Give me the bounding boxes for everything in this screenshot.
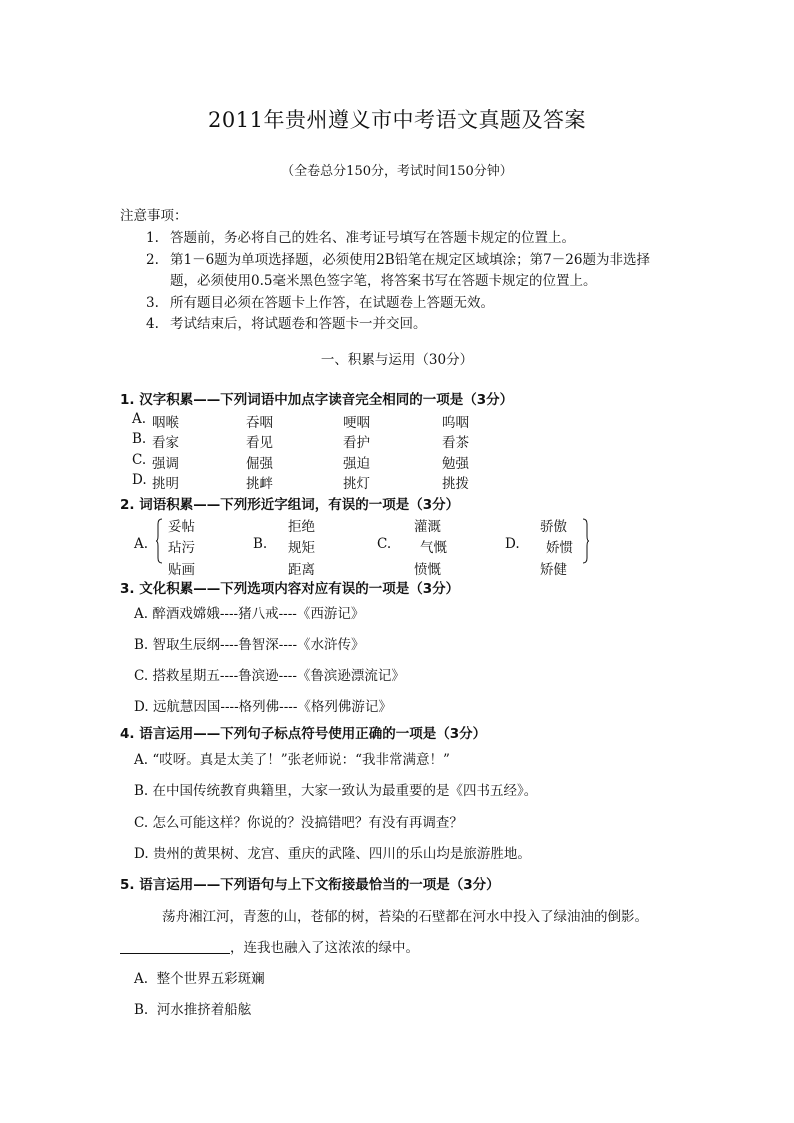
option-text: 醉酒戏嫦娥----猪八戒----《西游记》 bbox=[152, 606, 365, 622]
option-label: B. bbox=[253, 536, 268, 552]
notice-number: 3. bbox=[146, 295, 159, 311]
option-word: 灌溉 bbox=[414, 519, 441, 535]
option-label: A. bbox=[134, 606, 149, 622]
answer-option bbox=[134, 664, 405, 684]
option-label: B. bbox=[134, 637, 149, 653]
question-stem: 2. 词语积累——下列形近字组词，有误的一项是（3分） bbox=[120, 497, 460, 513]
section-heading: 一、积累与运用（30分） bbox=[320, 352, 474, 368]
notice-number: 2. bbox=[146, 252, 159, 268]
page-title: 2011年贵州遵义市中考语文真题及答案 bbox=[208, 108, 586, 132]
option-word: 咽喉 bbox=[152, 415, 179, 431]
option-word: 哽咽 bbox=[343, 415, 370, 431]
option-word: 看茶 bbox=[442, 435, 469, 451]
answer-option bbox=[134, 779, 537, 799]
answer-option bbox=[134, 633, 365, 653]
option-word: 气慨 bbox=[420, 540, 447, 556]
option-text: 在中国传统教育典籍里，大家一致认为最重要的是《四书五经》。 bbox=[152, 783, 538, 799]
option-label: D. bbox=[134, 699, 149, 715]
option-label: C. bbox=[132, 452, 147, 468]
notice-item bbox=[146, 291, 494, 311]
option-word: 勉强 bbox=[442, 456, 469, 472]
answer-blank bbox=[120, 938, 230, 954]
answer-option bbox=[134, 695, 392, 715]
option-label: C. bbox=[377, 536, 392, 552]
option-word: 挑明 bbox=[152, 476, 179, 492]
answer-option bbox=[134, 748, 450, 768]
notice-number: 4. bbox=[146, 316, 159, 332]
notice-text-continued: 题，必须使用0.5毫米黑色签字笔，将答案书写在答题卡规定的位置上。 bbox=[170, 273, 597, 289]
passage-continuation: ，连我也融入了这浓浓的绿中。 bbox=[230, 940, 419, 956]
option-label: D. bbox=[132, 472, 147, 488]
notice-item bbox=[146, 226, 575, 246]
option-text: 贵州的黄果树、龙宫、重庆的武隆、四川的乐山均是旅游胜地。 bbox=[152, 846, 531, 862]
option-word: 看护 bbox=[343, 435, 370, 451]
option-word: 规矩 bbox=[288, 540, 315, 556]
answer-option bbox=[134, 811, 463, 831]
left-brace-icon bbox=[156, 518, 163, 564]
answer-option bbox=[134, 967, 265, 987]
option-text: 怎么可能这样？你说的？没搞错吧？有没有再调查？ bbox=[152, 815, 463, 831]
notice-text: 考试结束后，将试题卷和答题卡一并交回。 bbox=[170, 316, 427, 332]
page-subtitle: （全卷总分150分，考试时间150分钟） bbox=[281, 164, 513, 179]
option-word: 愤慨 bbox=[414, 562, 441, 578]
option-label: B. bbox=[132, 431, 147, 447]
question-stem: 3. 文化积累——下列选项内容对应有误的一项是（3分） bbox=[120, 581, 460, 597]
notice-item bbox=[146, 248, 650, 268]
option-label: B. bbox=[134, 783, 149, 799]
option-text: 远航慧因国----格列佛----《格列佛游记》 bbox=[152, 699, 392, 715]
option-word: 挑拨 bbox=[442, 476, 469, 492]
option-word: 挑衅 bbox=[246, 476, 273, 492]
option-word: 贴画 bbox=[168, 562, 195, 578]
question-stem: 1. 汉字积累——下列词语中加点字读音完全相同的一项是（3分） bbox=[120, 392, 514, 408]
option-word: 娇惯 bbox=[546, 540, 573, 556]
option-word: 骄傲 bbox=[540, 519, 567, 535]
question-stem: 4. 语言运用——下列句子标点符号使用正确的一项是（3分） bbox=[120, 726, 487, 742]
option-word: 吞咽 bbox=[246, 415, 273, 431]
answer-option bbox=[134, 842, 531, 862]
notice-number: 1. bbox=[146, 230, 159, 246]
option-word: 距离 bbox=[288, 562, 315, 578]
question-stem: 5. 语言运用——下列语句与上下文衔接最恰当的一项是（3分） bbox=[120, 877, 500, 893]
notice-text: 答题前，务必将自己的姓名、准考证号填写在答题卡规定的位置上。 bbox=[170, 230, 575, 246]
option-text: 整个世界五彩斑斓 bbox=[156, 971, 265, 987]
passage-text: 荡舟湘江河，青葱的山，苍郁的树，苔染的石壁都在河水中投入了绿油油的倒影。 bbox=[162, 909, 648, 925]
notice-text: 所有题目必须在答题卡上作答，在试题卷上答题无效。 bbox=[170, 295, 494, 311]
option-word: 倔强 bbox=[246, 456, 273, 472]
option-label: D. bbox=[134, 846, 149, 862]
answer-option bbox=[134, 998, 251, 1018]
option-word: 呜咽 bbox=[442, 415, 469, 431]
option-label: A. bbox=[134, 971, 149, 987]
option-label: D. bbox=[505, 536, 520, 552]
option-word: 玷污 bbox=[168, 540, 195, 556]
option-text: 搭救星期五----鲁滨逊----《鲁滨逊漂流记》 bbox=[152, 668, 405, 684]
option-word: 看见 bbox=[246, 435, 273, 451]
option-word: 挑灯 bbox=[343, 476, 370, 492]
option-text: 河水推挤着船舷 bbox=[156, 1002, 252, 1018]
option-label: A. bbox=[132, 411, 147, 427]
option-text: 智取生辰纲----鲁智深----《水浒传》 bbox=[152, 637, 365, 653]
option-word: 妥帖 bbox=[168, 519, 195, 535]
option-label: A. bbox=[134, 752, 149, 768]
option-word: 强迫 bbox=[343, 456, 370, 472]
option-label: C. bbox=[134, 668, 149, 684]
option-word: 强调 bbox=[152, 456, 179, 472]
option-word: 矫健 bbox=[540, 562, 567, 578]
option-label: C. bbox=[134, 815, 149, 831]
right-brace-icon bbox=[582, 518, 589, 564]
notice-item bbox=[146, 312, 427, 332]
fill-in-line bbox=[120, 936, 419, 956]
notice-heading: 注意事项： bbox=[120, 208, 188, 224]
option-label: A. bbox=[134, 536, 149, 552]
option-word: 拒绝 bbox=[288, 519, 315, 535]
answer-option bbox=[134, 602, 364, 622]
option-text: “哎呀。真是太美了！”张老师说：“我非常满意！” bbox=[152, 752, 450, 768]
notice-text: 第1－6题为单项选择题，必须使用2B铅笔在规定区域填涂；第7－26题为非选择 bbox=[170, 252, 650, 268]
option-word: 看家 bbox=[152, 435, 179, 451]
option-label: B. bbox=[134, 1002, 149, 1018]
